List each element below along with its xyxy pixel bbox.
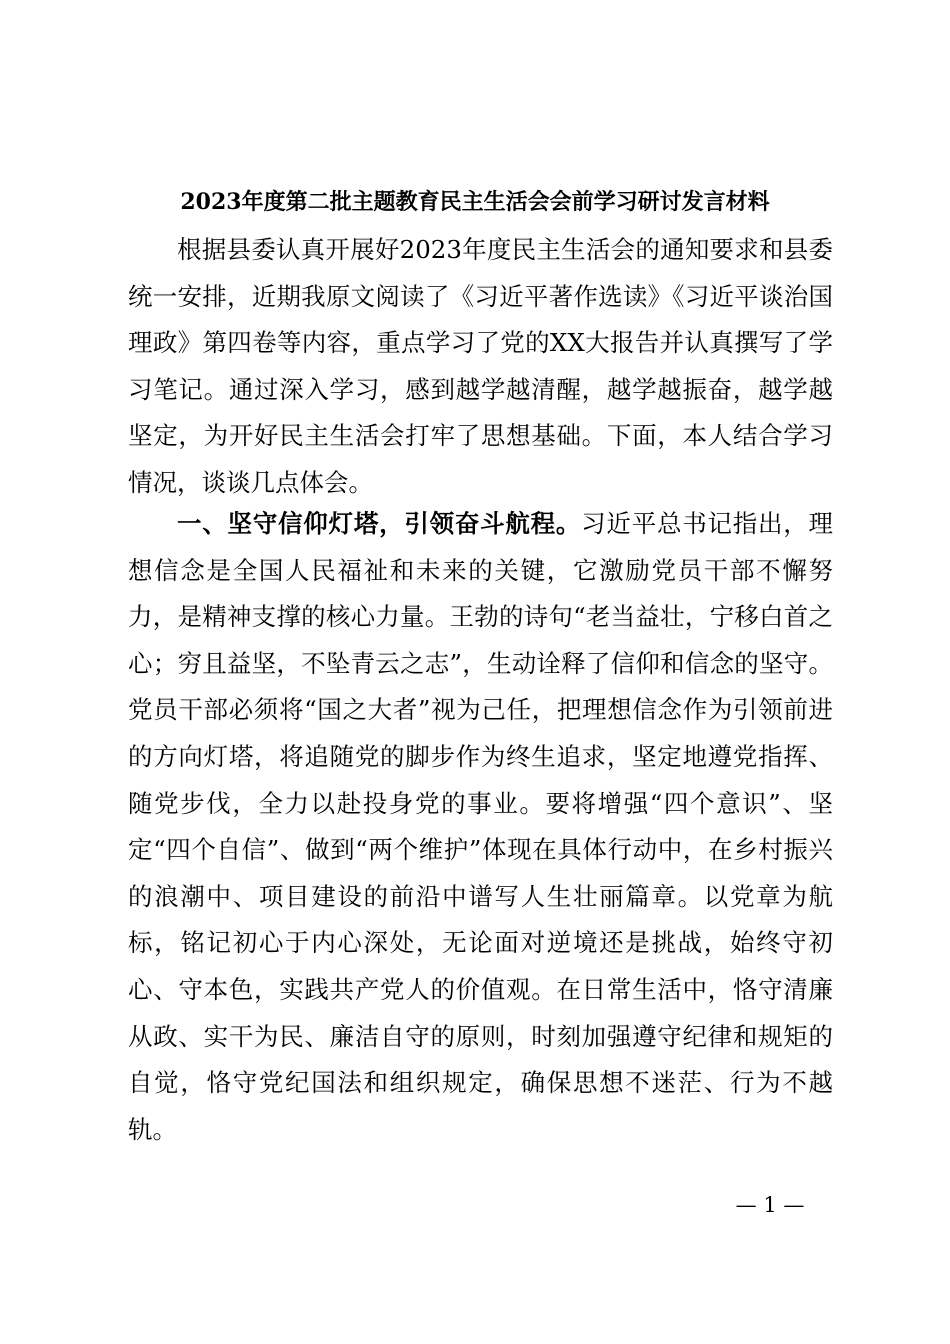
intro-paragraph-text: 根据县委认真开展好2023年度民主生活会的通知要求和县委统一安排，近期我原文阅读了《习近平著作选读》《习近平谈治国理政》第四卷等内容，重点学习了党的XX大报告并认真撰写了学习笔记。通过深入学习，感到越学越清醒，越学越振奋，越学越坚定，为开好民主生活会打牢了思想基础。下面，本人结合学习情况，谈谈几点体会。 — [128, 235, 833, 497]
document-title: 2023年度第二批主题教育民主生活会会前学习研讨发言材料 — [180, 189, 770, 215]
intro-paragraph — [128, 227, 833, 507]
page-number: — 1 — — [735, 1193, 805, 1217]
section-one-heading: 一、坚守信仰灯塔，引领奋斗航程。 — [177, 509, 582, 538]
section-one-text: 习近平总书记指出，理想信念是全国人民福祉和未来的关键，它激励党员干部不懈努力，是精神支撑的核心力量。王勃的诗句“老当益壮，宁移白首之心；穷且益坚，不坠青云之志”，生动诠释了信仰和信念的坚守。党员干部必须将“国之大者”视为己任，把理想信念作为引领前进的方向灯塔，将追随党的脚步作为终生追求，坚定地遵党指挥、随党步伐，全力以赴投身党的事业。要将增强“四个意识”、坚定“四个自信”、做到“两个维护”体现在具体行动中，在乡村振兴的浪潮中、项目建设的前沿中谱写人生壮丽篇章。以党章为航标，铭记初心于内心深处，无论面对逆境还是挑战，始终守初心、守本色，实践共产党人的价值观。在日常生活中，恪守清廉从政、实干为民、廉洁自守的原则，时刻加强遵守纪律和规矩的自觉，恪守党纪国法和组织规定，确保思想不迷茫、行为不越轨。 — [128, 509, 834, 1144]
section-one-paragraph — [128, 501, 833, 1153]
